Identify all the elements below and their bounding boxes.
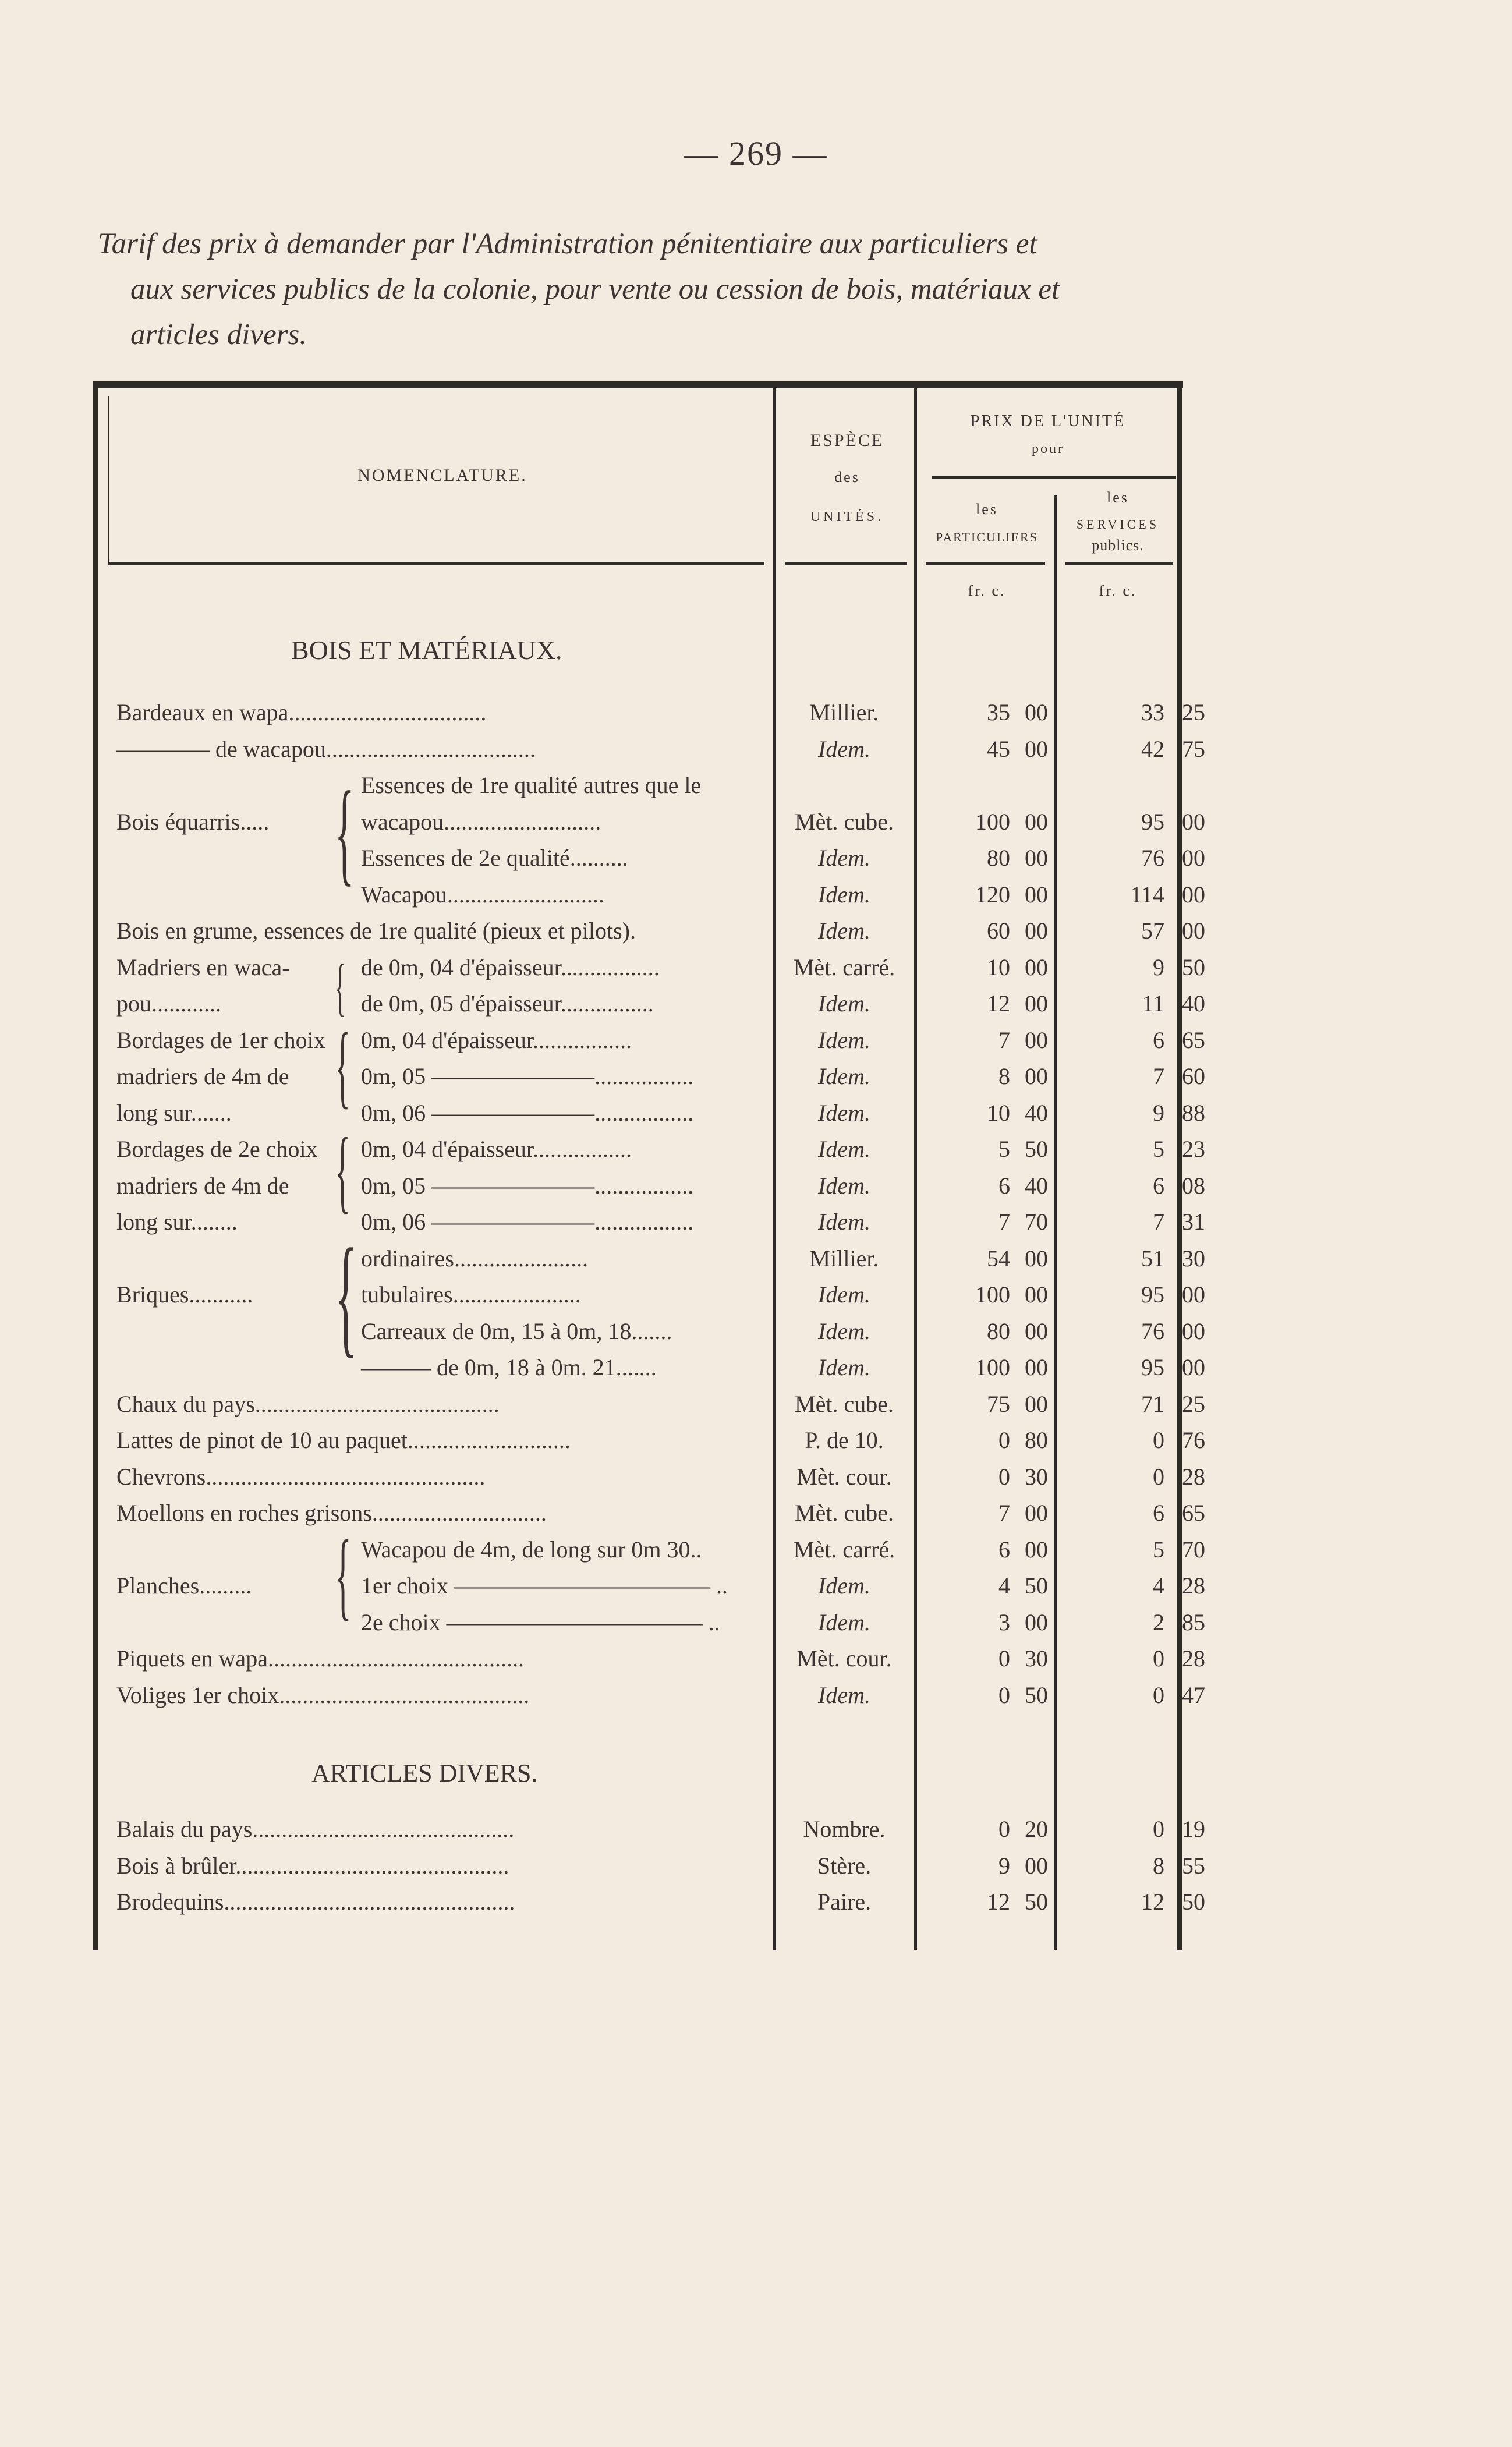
price-services-centimes: 85 — [1182, 1609, 1205, 1635]
price-services-francs: 6 — [1153, 1500, 1164, 1526]
price-particuliers-francs: 0 — [998, 1645, 1010, 1672]
table-row — [0, 954, 1512, 990]
price-particuliers-centimes: 70 — [1025, 1209, 1048, 1235]
header-prix: PRIX DE L'UNITÉ — [970, 412, 1126, 430]
row-label: Lattes de pinot de 10 au paquet............................ — [116, 1427, 571, 1453]
row-unit: Mèt. cour. — [796, 1463, 892, 1490]
title-line-1: Tarif des prix à demander par l'Administration pénitentiaire aux particuliers et — [98, 228, 1037, 260]
table-row — [0, 1245, 1512, 1281]
header-publics: publics. — [1092, 537, 1144, 554]
price-particuliers-centimes: 00 — [1025, 1281, 1048, 1308]
price-particuliers-francs: 7 — [998, 1500, 1010, 1526]
price-particuliers-francs: 10 — [987, 954, 1010, 980]
table-row — [0, 699, 1512, 735]
table-row — [0, 1099, 1512, 1135]
row-sublabel: 0m, 05 ———————................. — [361, 1063, 694, 1089]
row-sublabel: Wacapou de 4m, de long sur 0m 30.. — [361, 1536, 702, 1563]
price-services-centimes: 25 — [1182, 699, 1205, 725]
price-services-francs: 11 — [1142, 990, 1164, 1017]
price-particuliers-centimes: 00 — [1025, 1354, 1048, 1380]
price-services-francs: 0 — [1153, 1816, 1164, 1842]
price-particuliers-francs: 7 — [998, 1026, 1010, 1053]
price-particuliers-centimes: 00 — [1025, 735, 1048, 762]
price-services-centimes: 65 — [1182, 1500, 1205, 1526]
price-services-centimes: 55 — [1182, 1852, 1205, 1879]
header-bottom-rule-part — [926, 562, 1045, 565]
price-services-centimes: 60 — [1182, 1063, 1205, 1089]
row-unit: Idem. — [818, 1136, 870, 1162]
price-particuliers-francs: 100 — [975, 1281, 1010, 1308]
price-particuliers-francs: 6 — [998, 1536, 1010, 1563]
table-row — [0, 1536, 1512, 1572]
price-particuliers-francs: 3 — [998, 1609, 1010, 1635]
row-label: ———— de wacapou.................................... — [116, 735, 536, 762]
table-row — [0, 1135, 1512, 1171]
price-services-francs: 51 — [1141, 1245, 1164, 1272]
header-les-serv: les — [1107, 489, 1129, 506]
table-row — [0, 1499, 1512, 1535]
table-row — [0, 1681, 1512, 1717]
price-services-francs: 0 — [1153, 1681, 1164, 1708]
row-sublabel: 0m, 04 d'épaisseur................. — [361, 1136, 632, 1162]
price-particuliers-francs: 100 — [975, 1354, 1010, 1380]
row-label: long sur........ — [116, 1209, 238, 1235]
row-unit: Idem. — [818, 1099, 870, 1126]
row-unit: Idem. — [818, 1354, 870, 1380]
price-services-francs: 9 — [1153, 1099, 1164, 1126]
price-services-centimes: 65 — [1182, 1026, 1205, 1053]
price-particuliers-centimes: 00 — [1025, 1390, 1048, 1417]
row-label: Briques........... — [116, 1281, 253, 1308]
price-services-centimes: 19 — [1182, 1816, 1205, 1842]
price-services-centimes: 28 — [1182, 1573, 1205, 1599]
price-particuliers-centimes: 50 — [1025, 1136, 1048, 1162]
table-row — [0, 1852, 1512, 1888]
price-particuliers-francs: 10 — [987, 1099, 1010, 1126]
row-unit: Idem. — [818, 1209, 870, 1235]
header-des: des — [834, 469, 860, 486]
price-particuliers-centimes: 00 — [1025, 1500, 1048, 1526]
price-services-francs: 9 — [1153, 954, 1164, 980]
row-unit: Paire. — [817, 1889, 872, 1915]
price-services-centimes: 23 — [1182, 1136, 1205, 1162]
header-inner-border — [108, 396, 109, 565]
prix-brace-rule — [932, 476, 1176, 479]
price-particuliers-francs: 75 — [987, 1390, 1010, 1417]
price-particuliers-centimes: 00 — [1025, 808, 1048, 835]
table-row — [0, 1645, 1512, 1681]
row-sublabel: 2e choix ——————————— .. — [361, 1609, 720, 1635]
price-particuliers-francs: 54 — [987, 1245, 1010, 1272]
price-particuliers-centimes: 00 — [1025, 1063, 1048, 1089]
row-sublabel: wacapou........................... — [361, 808, 601, 835]
price-particuliers-centimes: 30 — [1025, 1463, 1048, 1490]
row-unit: Idem. — [818, 1609, 870, 1635]
header-fr-c-services: fr. c. — [1099, 582, 1137, 599]
price-services-centimes: 00 — [1182, 918, 1205, 944]
brace-bois-equarris: { — [335, 768, 355, 897]
row-sublabel: ordinaires....................... — [361, 1245, 588, 1272]
row-label: Voliges 1er choix........................................... — [116, 1681, 530, 1708]
price-particuliers-centimes: 80 — [1025, 1427, 1048, 1453]
price-particuliers-centimes: 00 — [1025, 1609, 1048, 1635]
row-unit: Mèt. carré. — [793, 1536, 895, 1563]
price-services-francs: 7 — [1153, 1063, 1164, 1089]
price-particuliers-centimes: 00 — [1025, 1318, 1048, 1344]
row-label: Moellons en roches grisons.............................. — [116, 1500, 547, 1526]
price-particuliers-francs: 9 — [998, 1852, 1010, 1879]
price-particuliers-francs: 0 — [998, 1816, 1010, 1842]
row-sublabel: 0m, 04 d'épaisseur................. — [361, 1026, 632, 1053]
price-particuliers-francs: 4 — [998, 1573, 1010, 1599]
price-particuliers-centimes: 00 — [1025, 918, 1048, 944]
row-unit: Idem. — [818, 1681, 870, 1708]
price-particuliers-centimes: 50 — [1025, 1681, 1048, 1708]
brace-planches: { — [335, 1520, 352, 1630]
price-services-francs: 33 — [1141, 699, 1164, 725]
row-sublabel: 0m, 06 ———————................. — [361, 1099, 694, 1126]
row-unit: Idem. — [818, 1281, 870, 1308]
table-row — [0, 1609, 1512, 1645]
price-services-francs: 5 — [1153, 1536, 1164, 1563]
price-particuliers-francs: 0 — [998, 1681, 1010, 1708]
table-row — [0, 1463, 1512, 1499]
table-row — [0, 1390, 1512, 1426]
table-row — [0, 1815, 1512, 1851]
price-services-centimes: 30 — [1182, 1245, 1205, 1272]
price-particuliers-centimes: 00 — [1025, 1245, 1048, 1272]
price-services-francs: 0 — [1153, 1645, 1164, 1672]
table-row — [0, 881, 1512, 917]
row-label: Bordages de 2e choix — [116, 1136, 318, 1162]
row-label: Chevrons................................................ — [116, 1463, 486, 1490]
title-line-2: aux services publics de la colonie, pour vente ou cession de bois, matériaux et — [130, 273, 1060, 306]
table-row — [0, 1354, 1512, 1390]
price-services-centimes: 76 — [1182, 1427, 1205, 1453]
price-particuliers-francs: 35 — [987, 699, 1010, 725]
row-label: Bois en grume, essences de 1re qualité (pieux et pilots). — [116, 918, 636, 944]
price-services-francs: 71 — [1141, 1390, 1164, 1417]
header-espece: ESPÈCE — [810, 431, 884, 450]
row-unit: Idem. — [818, 990, 870, 1017]
price-particuliers-centimes: 50 — [1025, 1889, 1048, 1915]
price-particuliers-centimes: 00 — [1025, 1536, 1048, 1563]
price-particuliers-centimes: 00 — [1025, 881, 1048, 908]
row-unit: Idem. — [818, 1573, 870, 1599]
price-services-francs: 7 — [1153, 1209, 1164, 1235]
price-services-francs: 6 — [1153, 1026, 1164, 1053]
price-particuliers-centimes: 00 — [1025, 699, 1048, 725]
price-services-francs: 42 — [1141, 735, 1164, 762]
price-services-centimes: 40 — [1182, 990, 1205, 1017]
price-particuliers-centimes: 00 — [1025, 845, 1048, 871]
price-particuliers-francs: 80 — [987, 845, 1010, 871]
price-services-francs: 114 — [1130, 881, 1164, 908]
table-row — [0, 1318, 1512, 1354]
price-particuliers-francs: 60 — [987, 918, 1010, 944]
row-unit: Idem. — [818, 1172, 870, 1199]
price-particuliers-francs: 12 — [987, 990, 1010, 1017]
section-articles-divers: ARTICLES DIVERS. — [311, 1759, 538, 1787]
table-row — [0, 808, 1512, 844]
table-row — [0, 735, 1512, 771]
price-particuliers-centimes: 00 — [1025, 1852, 1048, 1879]
price-services-centimes: 00 — [1182, 1281, 1205, 1308]
table-row — [0, 844, 1512, 880]
price-services-francs: 95 — [1141, 808, 1164, 835]
row-sublabel: de 0m, 05 d'épaisseur................ — [361, 990, 654, 1017]
row-label: Bordages de 1er choix — [116, 1026, 325, 1053]
section-bois-materiaux: BOIS ET MATÉRIAUX. — [291, 635, 562, 665]
price-services-francs: 12 — [1141, 1889, 1164, 1915]
price-services-centimes: 08 — [1182, 1172, 1205, 1199]
row-unit: P. de 10. — [805, 1427, 884, 1453]
price-services-centimes: 88 — [1182, 1099, 1205, 1126]
row-label: Chaux du pays.......................................... — [116, 1390, 500, 1417]
brace-bordages-2: { — [335, 1118, 350, 1222]
table-row — [0, 990, 1512, 1026]
row-label: Bois équarris..... — [116, 808, 270, 835]
price-services-francs: 0 — [1153, 1463, 1164, 1490]
price-particuliers-centimes: 20 — [1025, 1816, 1048, 1842]
brace-madriers: { — [335, 951, 346, 1022]
price-particuliers-centimes: 50 — [1025, 1573, 1048, 1599]
row-unit: Idem. — [818, 1026, 870, 1053]
row-label: madriers de 4m de — [116, 1172, 289, 1199]
row-sublabel: Carreaux de 0m, 15 à 0m, 18....... — [361, 1318, 672, 1344]
row-unit: Mèt. carré. — [793, 954, 895, 980]
page-number: — 269 — — [684, 134, 828, 172]
header-fr-c-particuliers: fr. c. — [968, 582, 1006, 599]
price-services-centimes: 28 — [1182, 1645, 1205, 1672]
row-unit: Millier. — [809, 699, 879, 725]
price-services-centimes: 47 — [1182, 1681, 1205, 1708]
row-sublabel: Essences de 1re qualité autres que le — [361, 772, 702, 798]
price-services-francs: 57 — [1141, 918, 1164, 944]
price-services-francs: 8 — [1153, 1852, 1164, 1879]
price-particuliers-francs: 7 — [998, 1209, 1010, 1235]
price-particuliers-francs: 100 — [975, 808, 1010, 835]
price-services-centimes: 00 — [1182, 1354, 1205, 1380]
row-label: Bardeaux en wapa.................................. — [116, 699, 487, 725]
brace-briques: { — [335, 1221, 357, 1369]
row-unit: Mèt. cube. — [795, 808, 894, 835]
row-unit: Mèt. cube. — [795, 1390, 894, 1417]
row-sublabel: 1er choix ——————————— .. — [361, 1573, 728, 1599]
row-sublabel: de 0m, 04 d'épaisseur................. — [361, 954, 660, 980]
price-particuliers-francs: 5 — [998, 1136, 1010, 1162]
row-unit: Mèt. cube. — [795, 1500, 894, 1526]
table-row — [0, 1572, 1512, 1608]
price-services-centimes: 50 — [1182, 954, 1205, 980]
row-label: Balais du pays............................................. — [116, 1816, 515, 1842]
row-sublabel: ——— de 0m, 18 à 0m. 21....... — [361, 1354, 657, 1380]
price-services-centimes: 28 — [1182, 1463, 1205, 1490]
title-line-3: articles divers. — [130, 318, 307, 351]
row-unit: Idem. — [818, 735, 870, 762]
row-label: Planches......... — [116, 1573, 252, 1599]
document-title — [98, 221, 1204, 357]
row-sublabel: Essences de 2e qualité.......... — [361, 845, 628, 871]
price-services-centimes: 75 — [1182, 735, 1205, 762]
row-unit: Idem. — [818, 1318, 870, 1344]
row-label: Brodequins.................................................. — [116, 1889, 515, 1915]
price-particuliers-centimes: 40 — [1025, 1099, 1048, 1126]
row-label: Madriers en waca- — [116, 954, 290, 980]
table-top-rule — [93, 381, 1183, 388]
row-unit: Idem. — [818, 1063, 870, 1089]
price-services-francs: 2 — [1153, 1609, 1164, 1635]
row-label: long sur....... — [116, 1099, 232, 1126]
header-unites: UNITÉS. — [810, 509, 884, 525]
price-services-centimes: 00 — [1182, 808, 1205, 835]
header-nomenclature: NOMENCLATURE. — [357, 466, 527, 485]
row-unit: Millier. — [809, 1245, 879, 1272]
table-row — [0, 1888, 1512, 1924]
price-services-centimes: 00 — [1182, 881, 1205, 908]
price-services-francs: 4 — [1153, 1573, 1164, 1599]
header-particuliers: PARTICULIERS — [936, 530, 1038, 544]
price-services-francs: 5 — [1153, 1136, 1164, 1162]
price-particuliers-francs: 8 — [998, 1063, 1010, 1089]
price-particuliers-francs: 45 — [987, 735, 1010, 762]
header-bottom-rule-units — [785, 562, 907, 565]
price-particuliers-centimes: 40 — [1025, 1172, 1048, 1199]
price-particuliers-centimes: 00 — [1025, 990, 1048, 1017]
table-row — [0, 1281, 1512, 1317]
table-row — [0, 1063, 1512, 1099]
table-row — [0, 1208, 1512, 1244]
table-row — [0, 1026, 1512, 1063]
header-bottom-rule-serv — [1065, 562, 1173, 565]
row-unit: Stère. — [817, 1852, 872, 1879]
price-services-francs: 95 — [1141, 1354, 1164, 1380]
price-services-centimes: 00 — [1182, 1318, 1205, 1344]
row-unit: Nombre. — [803, 1816, 886, 1842]
price-services-centimes: 25 — [1182, 1390, 1205, 1417]
price-particuliers-francs: 80 — [987, 1318, 1010, 1344]
table-row — [0, 1172, 1512, 1208]
brace-bordages-1: { — [335, 1014, 350, 1117]
price-particuliers-centimes: 00 — [1025, 954, 1048, 980]
price-services-francs: 76 — [1141, 1318, 1164, 1344]
price-services-francs: 6 — [1153, 1172, 1164, 1199]
header-services: SERVICES — [1076, 517, 1160, 532]
price-particuliers-francs: 0 — [998, 1427, 1010, 1453]
row-label: Piquets en wapa............................................ — [116, 1645, 524, 1672]
row-unit: Idem. — [818, 918, 870, 944]
price-particuliers-francs: 120 — [975, 881, 1010, 908]
table-row — [0, 917, 1512, 953]
row-unit: Mèt. cour. — [796, 1645, 892, 1672]
row-sublabel: tubulaires...................... — [361, 1281, 581, 1308]
price-particuliers-francs: 6 — [998, 1172, 1010, 1199]
row-label: pou............ — [116, 990, 221, 1017]
price-services-centimes: 31 — [1182, 1209, 1205, 1235]
header-bottom-rule-left — [108, 562, 764, 565]
price-services-centimes: 70 — [1182, 1536, 1205, 1563]
row-label: Bois à brûler............................................... — [116, 1852, 509, 1879]
row-unit: Idem. — [818, 845, 870, 871]
row-label: madriers de 4m de — [116, 1063, 289, 1089]
row-sublabel: 0m, 06 ———————................. — [361, 1209, 694, 1235]
row-unit: Idem. — [818, 881, 870, 908]
price-particuliers-centimes: 00 — [1025, 1026, 1048, 1053]
table-row — [0, 771, 1512, 808]
price-services-centimes: 00 — [1182, 845, 1205, 871]
price-services-centimes: 50 — [1182, 1889, 1205, 1915]
header-les-part: les — [976, 501, 998, 518]
table-row — [0, 1426, 1512, 1462]
header-pour: pour — [1032, 441, 1064, 456]
price-services-francs: 76 — [1141, 845, 1164, 871]
price-particuliers-francs: 12 — [987, 1889, 1010, 1915]
row-sublabel: 0m, 05 ———————................. — [361, 1172, 694, 1199]
price-particuliers-centimes: 30 — [1025, 1645, 1048, 1672]
price-particuliers-francs: 0 — [998, 1463, 1010, 1490]
price-services-francs: 0 — [1153, 1427, 1164, 1453]
price-services-francs: 95 — [1141, 1281, 1164, 1308]
row-sublabel: Wacapou........................... — [361, 881, 604, 908]
